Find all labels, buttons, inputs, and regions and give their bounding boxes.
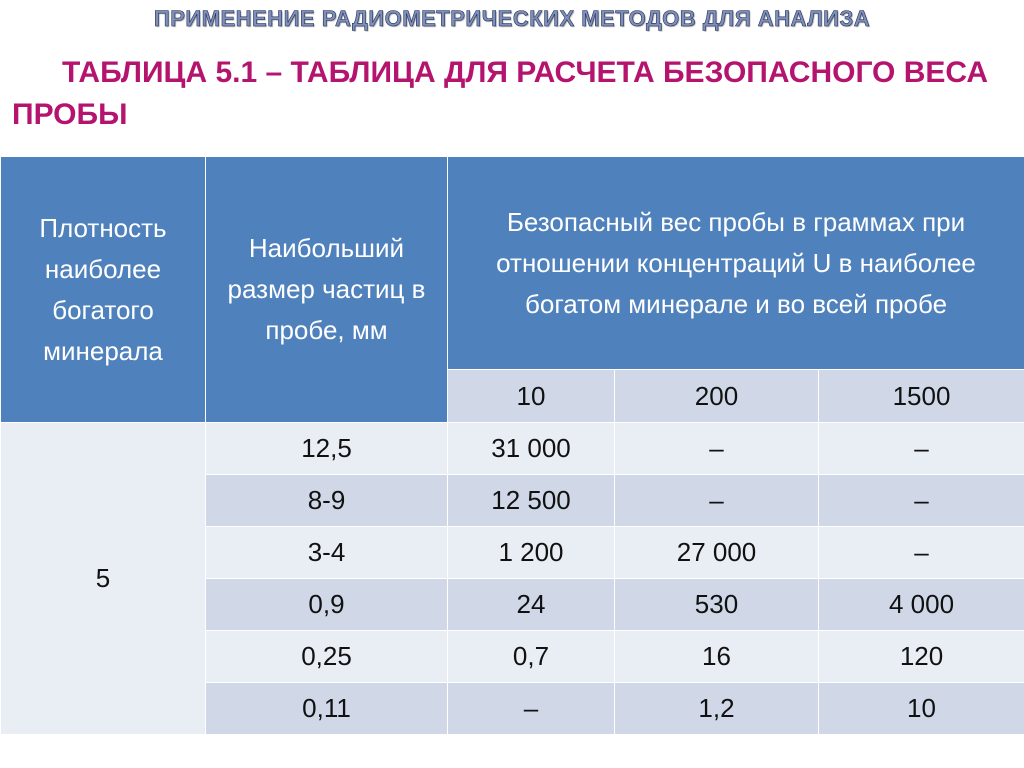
cell-weight-200: 1,2 [615,683,819,735]
header-safe-weight-group: Безопасный вес пробы в граммах при отношении концентраций U в наиболее богатом минерале и во всей пробе [448,157,1024,370]
cell-weight-10: 12 500 [448,475,615,527]
cell-weight-1500: 120 [819,631,1024,683]
header-particle-size: Наибольший размер частиц в пробе, мм [206,157,448,423]
cell-size: 8-9 [206,475,448,527]
cell-weight-10: – [448,683,615,735]
cell-size: 0,25 [206,631,448,683]
cell-weight-200: – [615,423,819,475]
cell-size: 3-4 [206,527,448,579]
density-cell: 5 [1,423,206,735]
cell-weight-200: 530 [615,579,819,631]
cell-weight-200: 27 000 [615,527,819,579]
cell-weight-10: 1 200 [448,527,615,579]
cell-weight-200: – [615,475,819,527]
header-ratio-1500: 1500 [819,370,1024,423]
cell-weight-1500: 4 000 [819,579,1024,631]
table-row [1,423,1024,475]
cell-weight-1500: – [819,423,1024,475]
cell-size: 12,5 [206,423,448,475]
slide-header: ПРИМЕНЕНИЕ РАДИОМЕТРИЧЕСКИХ МЕТОДОВ ДЛЯ АНАЛИЗА [153,6,871,31]
header-ratio-200: 200 [615,370,819,423]
header-ratio-10: 10 [448,370,615,423]
cell-weight-1500: – [819,527,1024,579]
header-density: Плотность наиболее богатого минерала [1,157,206,423]
cell-weight-1500: – [819,475,1024,527]
cell-weight-10: 0,7 [448,631,615,683]
cell-size: 0,9 [206,579,448,631]
table-title: ТАБЛИЦА 5.1 – ТАБЛИЦА ДЛЯ РАСЧЕТА БЕЗОПАСНОГО ВЕСА ПРОБЫ [12,56,988,131]
cell-size: 0,11 [206,683,448,735]
safe-sample-weight-table [0,156,1024,735]
cell-weight-10: 31 000 [448,423,615,475]
cell-weight-200: 16 [615,631,819,683]
cell-weight-1500: 10 [819,683,1024,735]
cell-weight-10: 24 [448,579,615,631]
